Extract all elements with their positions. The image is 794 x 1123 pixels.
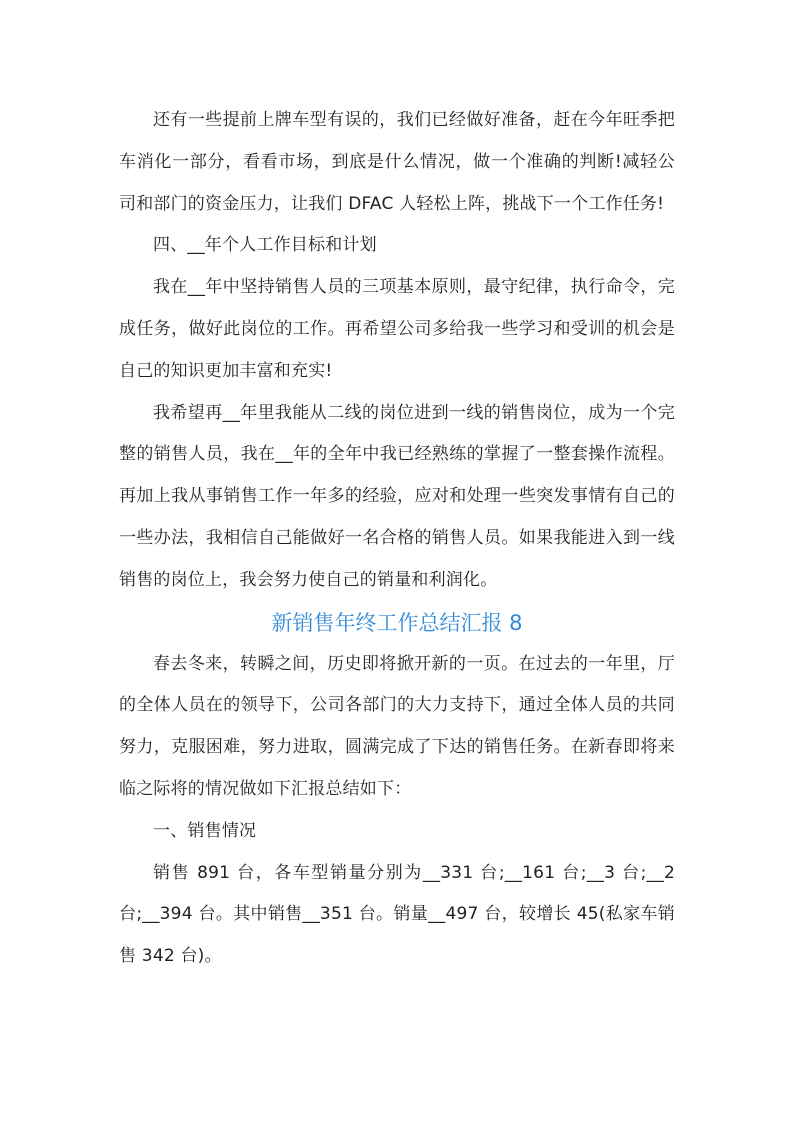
section-heading-goals: 四、__年个人工作目标和计划 <box>153 235 377 256</box>
paragraph-career-hope: 我希望再__年里我能从二线的岗位进到一线的销售岗位，成为一个完整的销售人员，我在__年的全年中我已经熟练的掌握了一整套操作流程。再加上我从事销售工作一年多的经验，应对和处理一些突发事情有自己的一些办法，我相信自己能做好一名合格的销售人员。如果我能进入到一线销售的岗位上，我会努力使自己的销量和利润化。 <box>119 402 675 590</box>
paragraph-sales-figures: 销售 891 台，各车型销量分别为__331 台;__161 台;__3 台;__2 台;__394 台。其中销售__351 台。销量__497 台，较增长 45(私家车销售 342 台)。 <box>119 862 675 967</box>
paragraph-intro: 春去冬来，转瞬之间，历史即将掀开新的一页。在过去的一年里，厅的全体人员在的领导下，公司各部门的大力支持下，通过全体人员的共同努力，克服困难，努力进取，圆满完成了下达的销售任务。在新春即将来临之际将的情况做如下汇报总结如下： <box>119 653 675 799</box>
paragraph-principles: 我在__年中坚持销售人员的三项基本原则，最守纪律，执行命令，完成任务，做好此岗位的工作。再希望公司多给我一些学习和受训的机会是自己的知识更加丰富和充实! <box>119 277 675 381</box>
section-heading-sales: 一、销售情况 <box>153 820 257 841</box>
document-body <box>119 100 675 978</box>
article-title: 新销售年终工作总结汇报 8 <box>271 610 523 635</box>
paragraph-inventory-plan: 还有一些提前上牌车型有误的，我们已经做好准备，赶在今年旺季把车消化一部分，看看市场，到底是什么情况，做一个准确的判断!减轻公司和部门的资金压力，让我们 DFAC 人轻松上阵，挑战下一个工作任务! <box>119 110 675 214</box>
